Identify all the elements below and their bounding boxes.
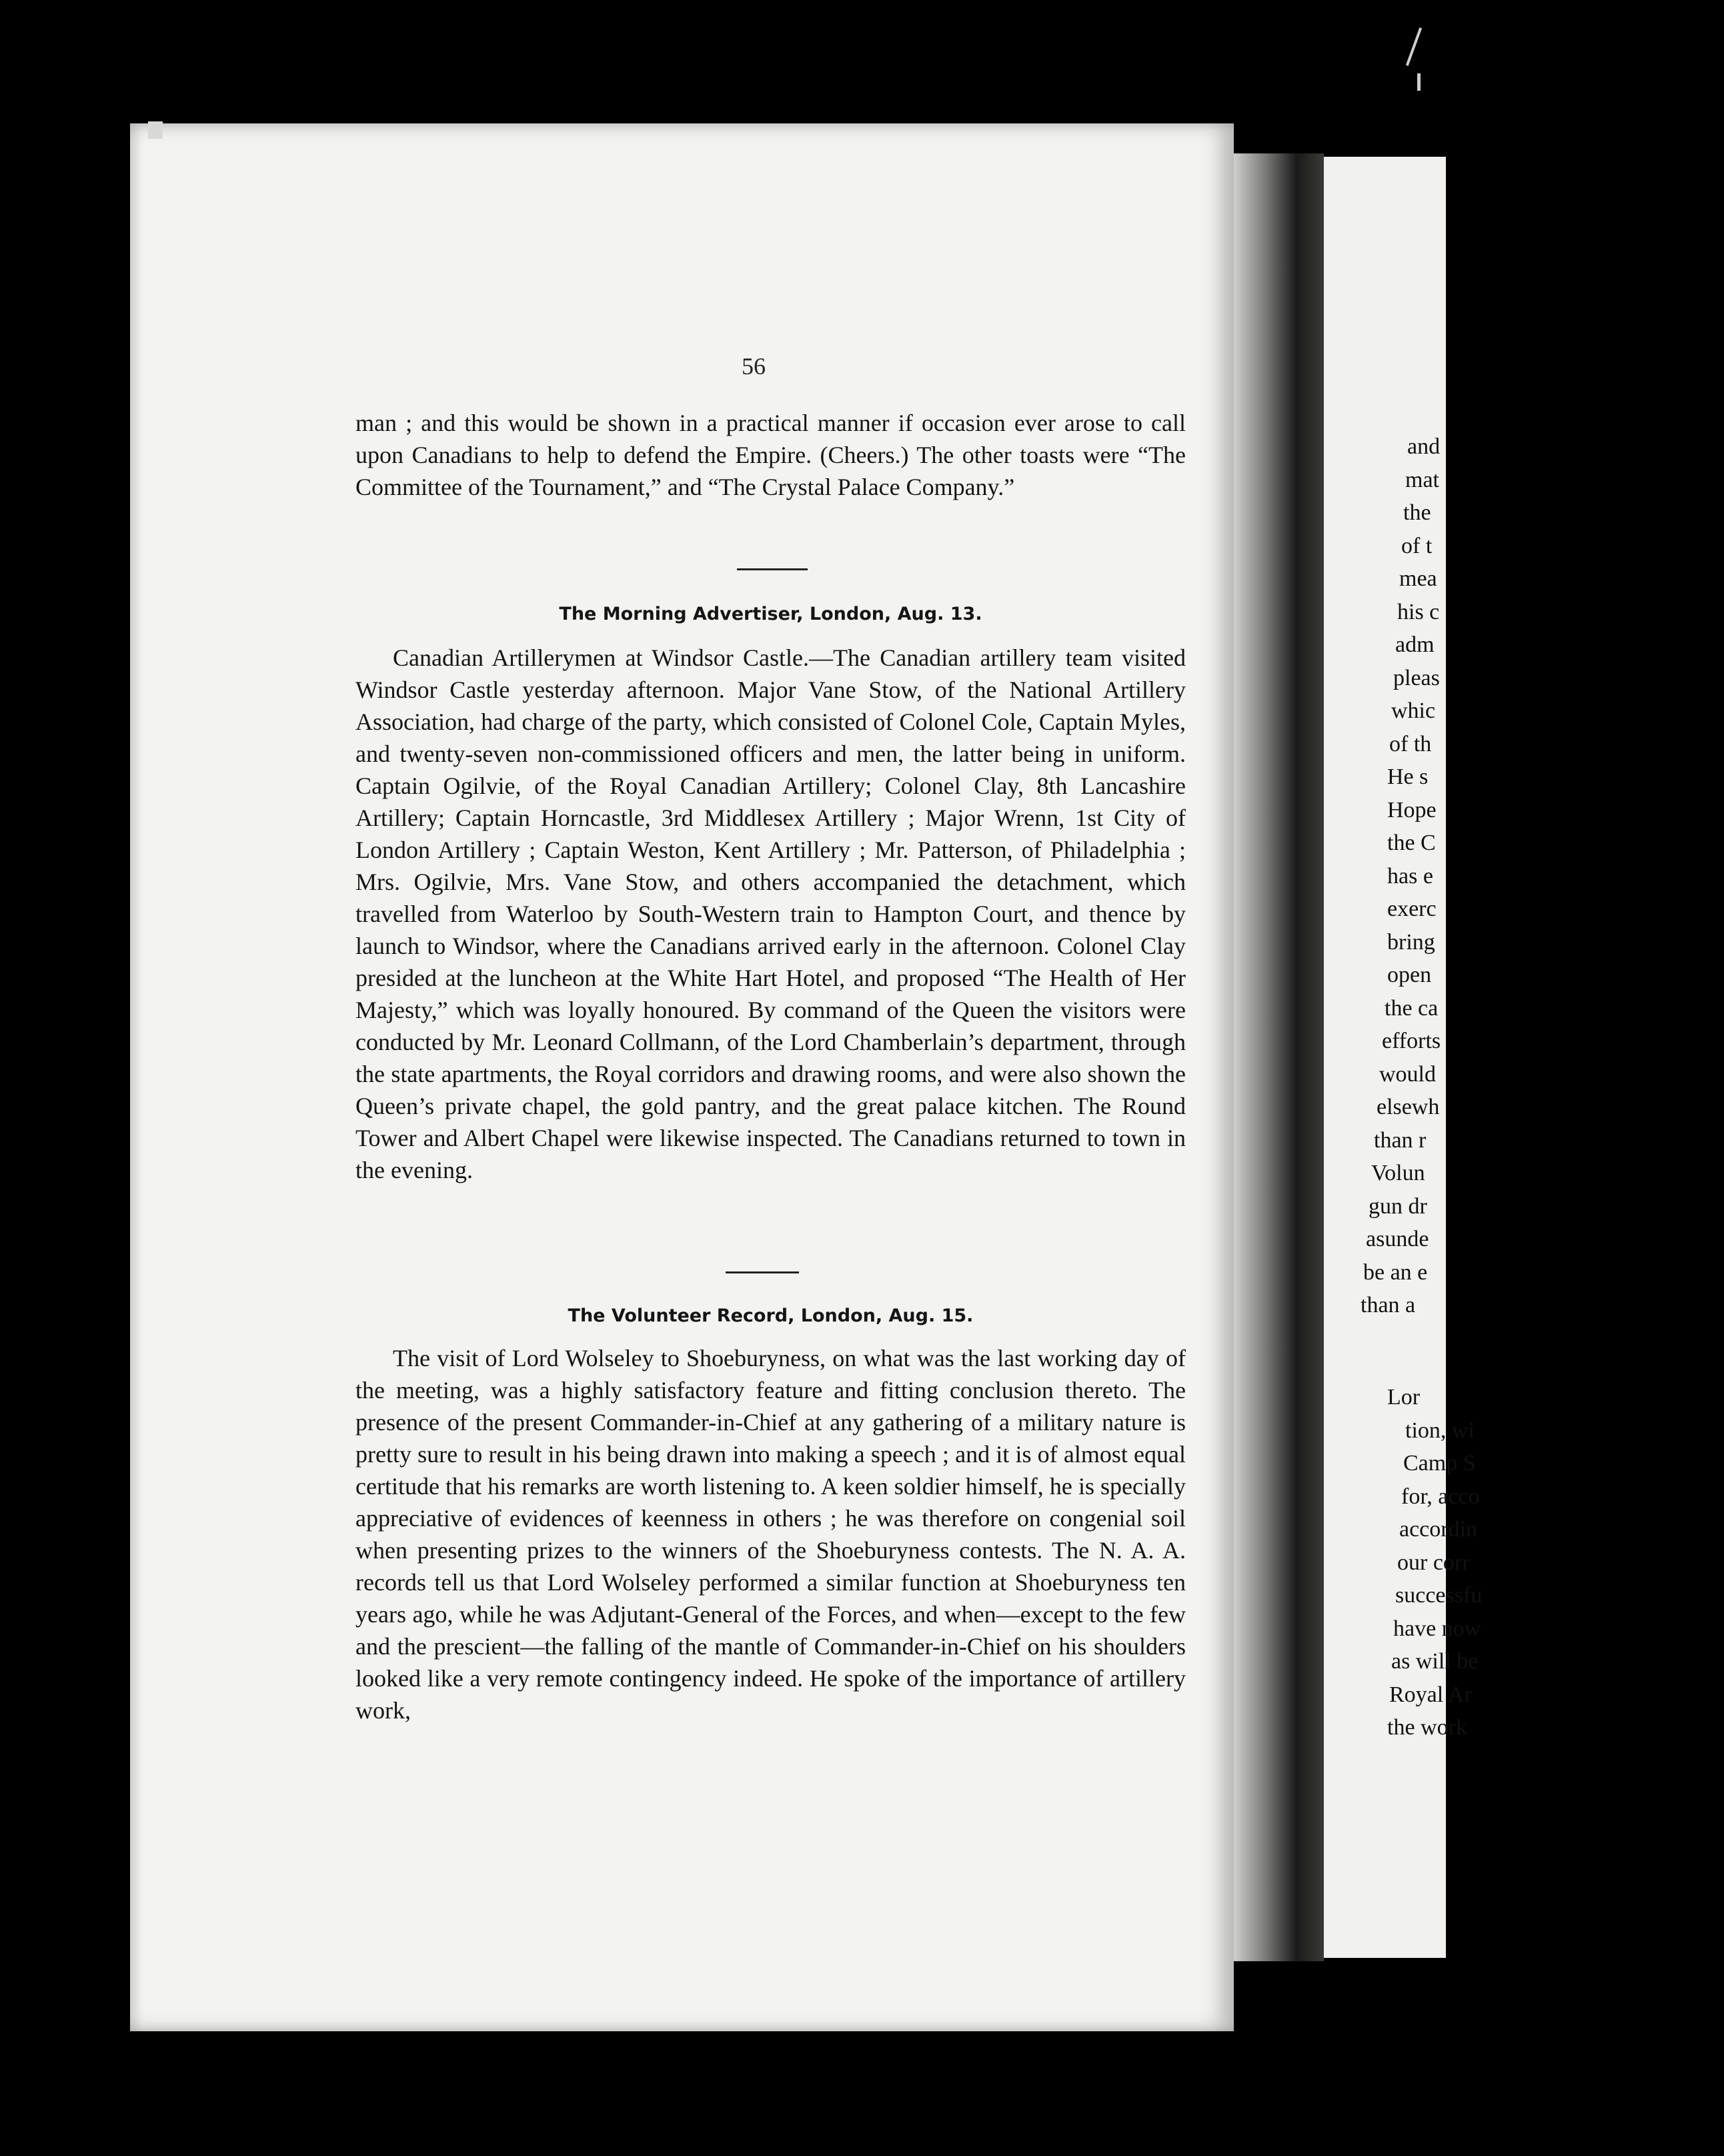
article-volunteer-record	[355, 1342, 1186, 1726]
facing-page-line: accordin	[1399, 1517, 1478, 1542]
facing-page-line: our corr	[1397, 1550, 1470, 1575]
facing-page-line: than a	[1361, 1293, 1416, 1317]
section-heading-volunteer-record: The Volunteer Record, London, Aug. 15.	[568, 1305, 974, 1326]
facing-page-line: for, acco	[1401, 1484, 1480, 1509]
facing-page	[1324, 157, 1483, 1958]
continuation-text: man ; and this would be shown in a practical manner if occasion ever arose to call upon Canadians to help to defend the Empire. (Cheers.) The other toasts were “The Committee of the Tournament,” and “The Crystal Palace Company.”	[355, 410, 1186, 500]
facing-page-line: pleas	[1393, 665, 1440, 690]
book-gutter	[1234, 153, 1324, 1961]
facing-page-line: have now	[1393, 1616, 1481, 1641]
facing-page-line: would	[1379, 1061, 1436, 1087]
facing-page-line: gun dr	[1369, 1193, 1427, 1219]
facing-page-line: mat	[1405, 467, 1439, 492]
facing-page-line: bring	[1387, 929, 1435, 955]
facing-page-line: be an e	[1363, 1259, 1428, 1285]
facing-page-line: elsewh	[1377, 1095, 1440, 1119]
facing-page-line: exerc	[1387, 897, 1437, 921]
facing-page-line: has e	[1387, 863, 1433, 889]
facing-page-line: the	[1403, 500, 1431, 525]
section-divider	[726, 1271, 799, 1273]
facing-page-line: his c	[1397, 599, 1440, 624]
facing-page-line: asunde	[1366, 1227, 1429, 1251]
section-heading-morning-advertiser: The Morning Advertiser, London, Aug. 13.	[559, 604, 982, 624]
facing-page-line: open	[1387, 963, 1432, 987]
article-body: Canadian Artillerymen at Windsor Castle.—The Canadian artillery team visited Windsor Castle yesterday afternoon. Major Vane Stow, of the National Artillery Association, had charge of the party, which consisted of Colonel Cole, Captain Myles, and twenty-seven non-commissioned officers and men, the latter being in uniform. Captain Ogilvie, of the Royal Canadian Artillery; Colonel Clay, 8th Lancashire Artillery; Captain Horncastle, 3rd Middlesex Artillery ; Major Wrenn, 1st City of London Artillery ; Captain Weston, Kent Artillery ; Mr. Patterson, of Philadelphia ; Mrs. Ogilvie, Mrs. Vane Stow, and others accompanied the detachment, which travelled from Waterloo by South-Western train to Hampton Court, and thence by launch to Windsor, where the Canadians arrived early in the afternoon. Colonel Clay presided at the luncheon at the White Hart Hotel, and proposed “The Health of Her Majesty,” which was loyally honoured. By command of the Queen the visitors were conducted by Mr. Leonard Collmann, of the Lord Chamberlain’s department, through the state apartments, the Royal corridors and drawing rooms, and were also shown the Queen’s private chapel, the gold pantry, and the great palace kitchen. The Round Tower and Albert Chapel were likewise inspected. The Canadians returned to town in the evening.	[355, 644, 1186, 1183]
facing-page-line: Lor	[1387, 1385, 1421, 1410]
facing-page-line: Royal Ar	[1389, 1682, 1472, 1707]
edge-mark	[1406, 27, 1422, 66]
facing-page-line: tion, wi	[1405, 1418, 1475, 1443]
facing-page-line: than r	[1374, 1127, 1427, 1153]
page-number: 56	[742, 353, 766, 380]
facing-page-line: adm	[1395, 632, 1435, 657]
facing-page-line: Hope	[1387, 797, 1437, 823]
facing-page-line: the work	[1387, 1715, 1467, 1740]
facing-page-line: successfu	[1395, 1583, 1483, 1608]
facing-page-line: efforts	[1382, 1029, 1441, 1053]
section-divider	[737, 568, 808, 570]
facing-page-line: of t	[1401, 533, 1433, 558]
facing-page-line: Camp S	[1403, 1451, 1476, 1476]
article-morning-advertiser	[355, 642, 1186, 1186]
facing-page-line: whic	[1391, 698, 1436, 723]
facing-page-line: of th	[1389, 731, 1432, 756]
facing-page-line: the ca	[1385, 995, 1439, 1021]
continuation-paragraph	[355, 407, 1186, 503]
facing-page-line: Volun	[1371, 1161, 1425, 1185]
facing-page-line: and	[1407, 434, 1441, 459]
facing-page-line: mea	[1399, 566, 1437, 591]
edge-mark	[1417, 73, 1421, 91]
corner-fold-mark	[148, 121, 163, 139]
article-body: The visit of Lord Wolseley to Shoeburyness, on what was the last working day of the meeting, was a highly satisfactory feature and fitting conclusion thereto. The presence of the present Commander-in-Chief at any gathering of a military nature is pretty sure to result in his being drawn into making a speech ; and it is of almost equal certitude that his remarks are worth listening to. A keen soldier himself, he is specially appreciative of evidences of keenness in others ; he was therefore on congenial soil when presenting prizes to the winners of the Shoeburyness contests. The N. A. A. records tell us that Lord Wolseley performed a similar function at Shoeburyness ten years ago, while he was Adjutant-General of the Forces, and when—except to the few and the prescient—the falling of the mantle of Commander-in-Chief on his shoulders looked like a very remote contingency indeed. He spoke of the importance of artillery work,	[355, 1345, 1186, 1724]
facing-page-line: He s	[1387, 764, 1429, 789]
facing-page-line: the C	[1387, 831, 1436, 855]
facing-page-line: as will be	[1391, 1649, 1479, 1674]
